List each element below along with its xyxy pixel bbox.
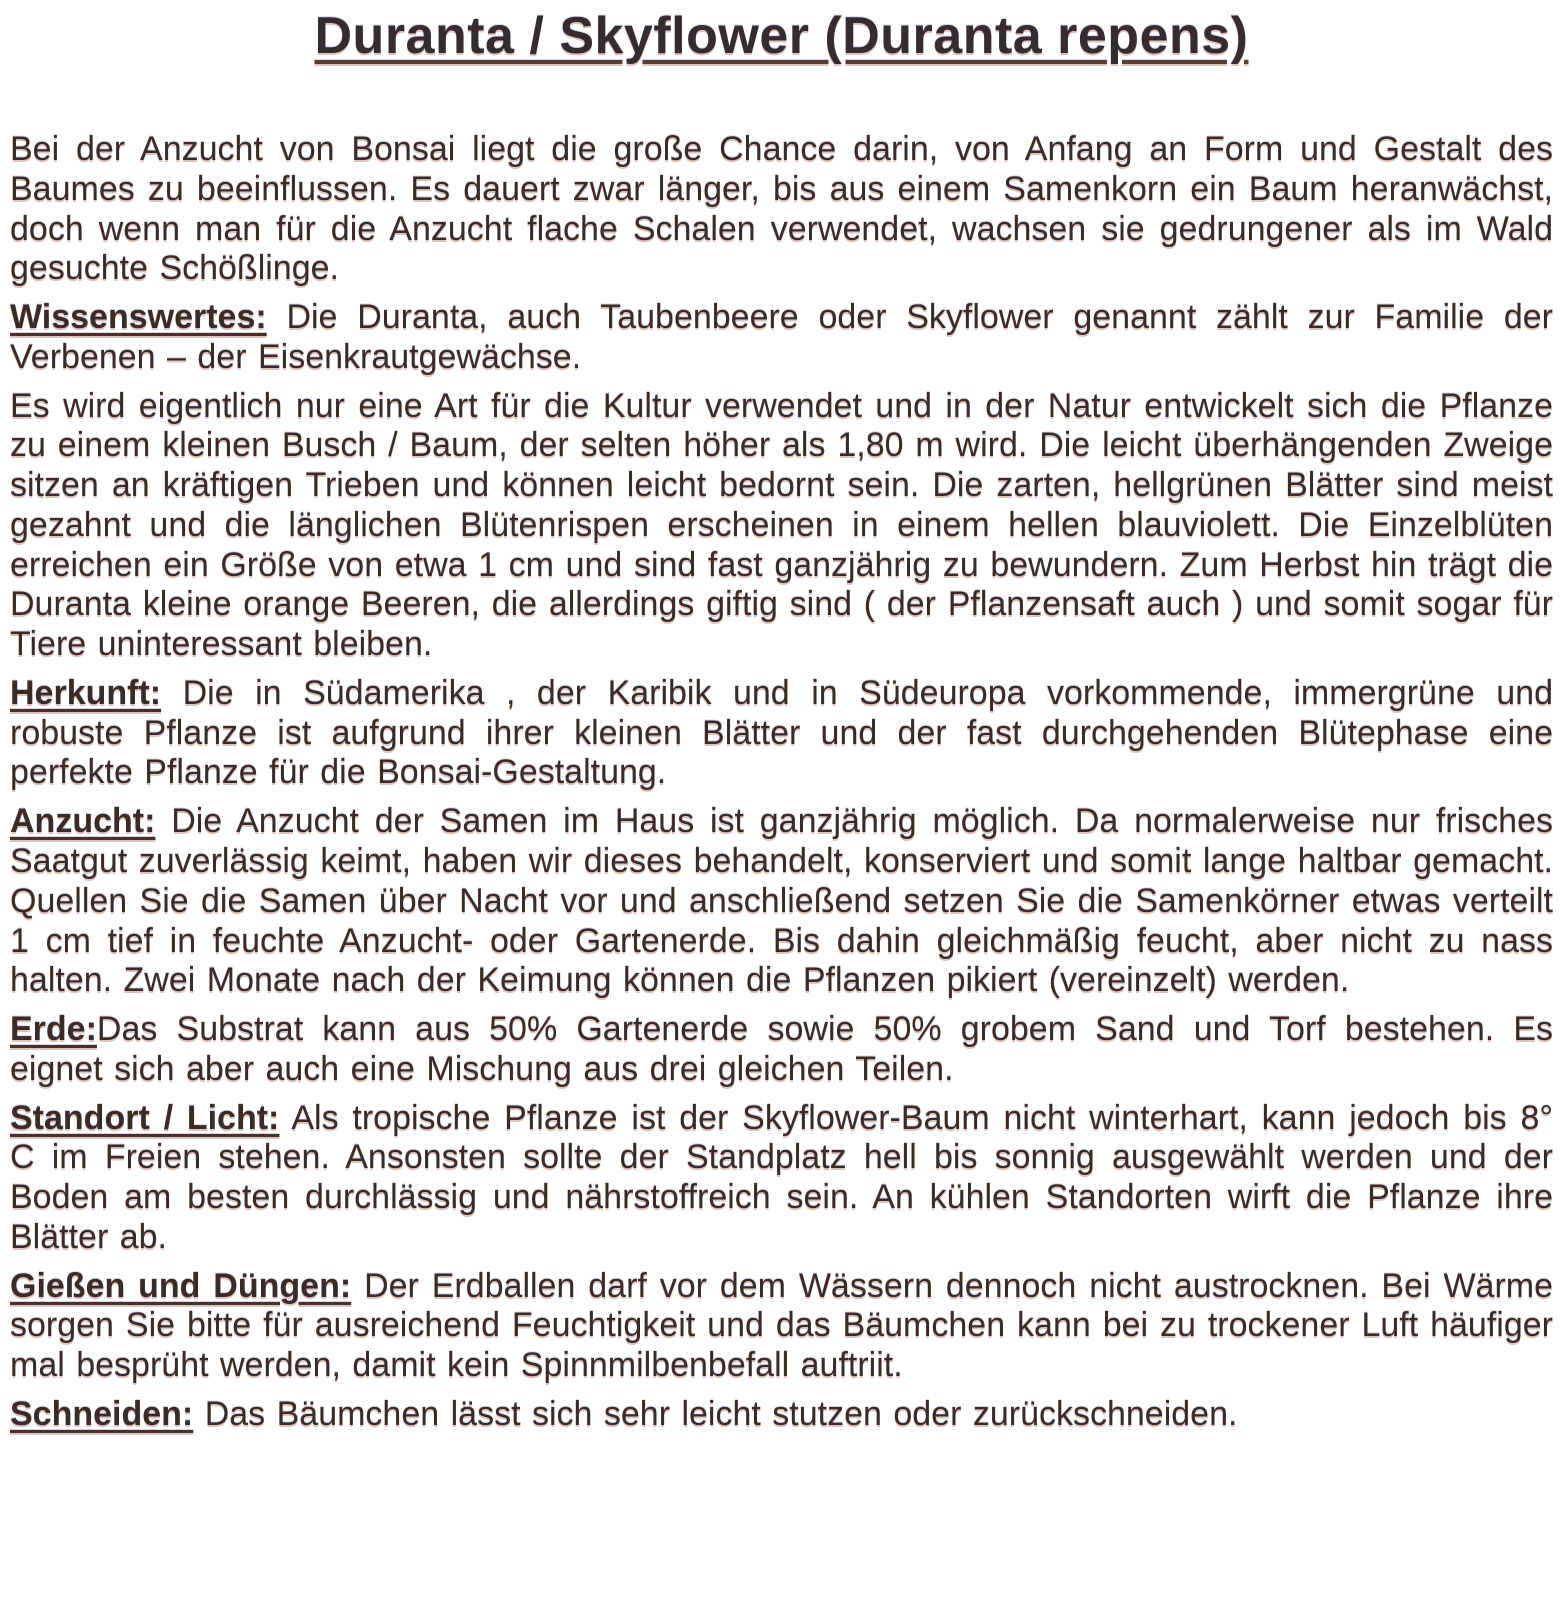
paragraph [10, 1267, 1553, 1386]
section-label: Schneiden: [10, 1394, 194, 1433]
paragraph-text: Die Anzucht der Samen im Haus ist ganzjährig möglich. Da normalerweise nur frisches Saatgut zuverlässig keimt, haben wir dieses behandelt, konserviert und somit lange haltbar gemacht. Quellen Sie die Samen über Nacht vor und anschließend setzen Sie die Samenkörner etwas verteilt 1 cm tief in feuchte Anzucht- oder Gartenerde. Bis dahin gleichmäßig feucht, aber nicht zu nass halten. Zwei Monate nach der Keimung können die Pflanzen pikiert (vereinzelt) werden. [10, 802, 1553, 1000]
page-title-text: Duranta / Skyflower (Duranta repens) [314, 7, 1249, 65]
section-label: Herkunft: [10, 673, 162, 712]
paragraph-text: Es wird eigentlich nur eine Art für die Kultur verwendet und in der Natur entwickelt sich die Pflanze zu einem kleinen Busch / Baum, der selten höher als 1,80 m wird. Die leicht überhängenden Zweige sitzen an kräftigen Trieben und können leicht bedornt sein. Die zarten, hellgrünen Blätter sind meist gezahnt und die länglichen Blütenrispen erscheinen in einem hellen blauviolett. Die Einzelblüten erreichen ein Größe von etwa 1 cm und sind fast ganzjährig zu bewundern. Zum Herbst hin trägt die Duranta kleine orange Beeren, die allerdings giftig sind ( der Pflanzensaft auch ) und somit sogar für Tiere uninteressant bleiben. [10, 386, 1553, 664]
paragraph-text: Als tropische Pflanze ist der Skyflower-Baum nicht winterhart, kann jedoch bis 8° C im Freien stehen. Ansonsten sollte der Standplatz hell bis sonnig ausgewählt werden und der Boden am besten durchlässig und nährstoffreich sein. An kühlen Standorten wirft die Pflanze ihre Blätter ab. [10, 1098, 1553, 1256]
section-label: Erde: [10, 1010, 97, 1049]
paragraph [10, 1010, 1553, 1090]
paragraph-text: Das Bäumchen lässt sich sehr leicht stutzen oder zurückschneiden. [204, 1394, 1238, 1433]
section-label: Wissenswertes: [10, 298, 267, 337]
paragraph [10, 802, 1553, 1001]
section-label: Gießen und Düngen: [10, 1266, 352, 1305]
paragraphs-container [10, 130, 1553, 1435]
section-label: Anzucht: [10, 802, 156, 841]
paragraph [10, 674, 1553, 793]
page-title [10, 6, 1553, 66]
paragraph-text: Die Duranta, auch Taubenbeere oder Skyflower genannt zählt zur Familie der Verbenen – der Eisenkrautgewächse. [10, 298, 1553, 376]
paragraph-text: Die in Südamerika , der Karibik und in Südeuropa vorkommende, immergrüne und robuste Pflanze ist aufgrund ihrer kleinen Blätter und der fast durchgehenden Blütephase eine perfekte Pflanze für die Bonsai-Gestaltung. [10, 673, 1553, 792]
paragraph [10, 130, 1553, 289]
paragraph [10, 298, 1553, 378]
section-label: Standort / Licht: [10, 1098, 280, 1137]
paragraph-text: Der Erdballen darf vor dem Wässern dennoch nicht austrocknen. Bei Wärme sorgen Sie bitte für ausreichend Feuchtigkeit und das Bäumchen kann bei zu trockener Luft häufiger mal besprüht werden, damit kein Spinnmilbenbefall auftriit. [10, 1266, 1554, 1385]
paragraph-text: Bei der Anzucht von Bonsai liegt die große Chance darin, von Anfang an Form und Gestalt des Baumes zu beeinflussen. Es dauert zwar länger, bis aus einem Samenkorn ein Baum heranwächst, doch wenn man für die Anzucht flache Schalen verwendet, wachsen sie gedrungener als im Wald gesuchte Schößlinge. [10, 130, 1553, 288]
paragraph [10, 1395, 1553, 1435]
paragraph [10, 387, 1553, 665]
paragraph-text: Das Substrat kann aus 50% Gartenerde sowie 50% grobem Sand und Torf bestehen. Es eignet sich aber auch eine Mischung aus drei gleichen Teilen. [10, 1010, 1553, 1088]
paragraph [10, 1099, 1553, 1258]
